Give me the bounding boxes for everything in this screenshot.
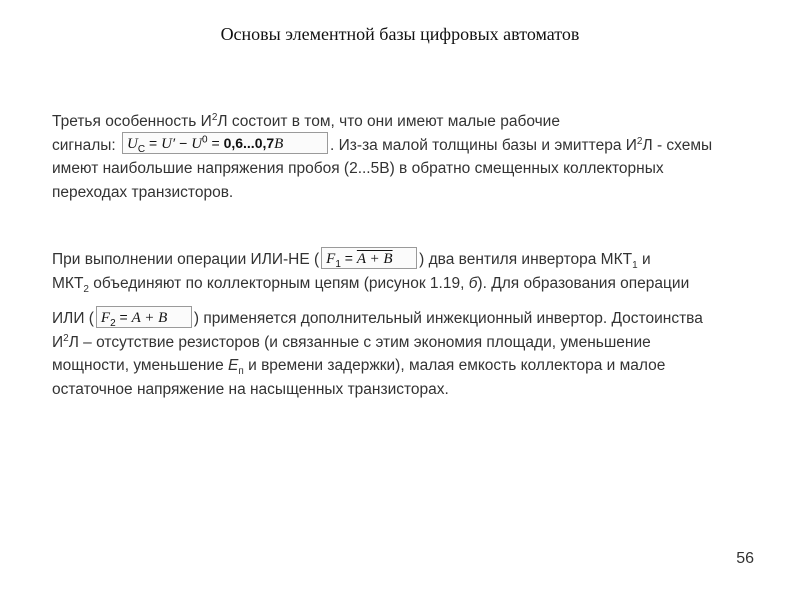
paragraph-1-line-4: переходах транзисторов. [52,183,234,201]
text-segment: . Из-за малой толщины базы и эмиттера И [330,136,637,154]
text-segment: МКТ [52,274,84,292]
text-segment: Третья особенность И [52,113,212,130]
text-segment: объединяют по коллекторным цепям (рисунок 1.19, [88,274,469,292]
superscript: 2 [636,135,643,147]
text-italic: E [228,357,239,374]
formula-symbol: F [100,309,111,326]
text-segment: Л – отсутствие резисторов (и связанные с этим экономия площади, уменьшение [68,333,651,351]
text-segment: мощности, уменьшение [52,357,229,374]
formula-expression: A + B [356,250,393,267]
text-segment: ). Для образования операции [477,274,690,292]
formula-symbol: U [127,136,138,153]
subscript: 1 [632,260,638,272]
paragraph-2-line-4 [52,331,772,355]
formula-operator: = [115,308,132,325]
paragraph-2-line-3 [52,307,772,331]
formula-operator: − [175,135,192,152]
formula-nor [321,247,417,269]
paragraph-1 [52,110,772,204]
slide-title: Основы элементной базы цифровых автоматов [220,24,580,44]
formula-expression: A + B [131,309,168,326]
superscript: 2 [63,332,69,344]
formula-value: 0,6...0,7 [223,135,275,152]
superscript: 2 [211,111,218,123]
page-number: 56 [736,550,754,567]
text-segment: сигналы: [52,136,116,154]
formula-superscript: 0 [202,134,208,146]
paragraph-1-line-1 [52,110,772,134]
subscript: 2 [83,283,89,295]
paragraph-2-line-6: остаточное напряжение на насыщенных транзисторах. [52,380,449,398]
text-segment: И [52,333,64,351]
text-segment: ) применяется дополнительный инжекционный инвертор. Достоинства [193,310,703,327]
formula-unit: B [274,136,284,153]
paragraph-2-line-2 [52,272,772,296]
paragraph-1-line-2 [52,134,772,158]
text-segment: и времени задержки), малая емкость коллектора и малое [243,357,666,374]
text-segment: ИЛИ ( [52,310,94,327]
formula-symbol: U [191,136,203,153]
formula-subscript: C [137,144,146,156]
text-segment: ) два вентиля инвертора МКТ [419,251,633,268]
text-italic: б [468,274,478,292]
text-segment: и [637,251,651,268]
paragraph-2 [52,248,772,401]
formula-symbol: U′ [161,136,176,153]
subscript: п [238,366,244,378]
paragraph-2-line-1 [52,248,772,272]
text-segment: Л - схемы [642,136,713,154]
paragraph-1-line-3: имеют наибольшие напряжения пробоя (2...5В) в обратно смещенных коллекторных [52,160,664,177]
formula-symbol: F [326,250,336,267]
formula-signal-voltage [122,132,328,154]
formula-subscript: 2 [110,317,116,329]
formula-subscript: 1 [335,258,341,270]
formula-operator: = [340,249,357,266]
text-segment: При выполнении операции ИЛИ-НЕ ( [52,251,320,268]
text-segment: Л состоит в том, что они имеют малые рабочие [217,113,560,130]
paragraph-2-line-5 [52,354,772,378]
formula-operator: = [207,135,224,152]
formula-operator: = [145,135,162,152]
formula-or [96,306,192,328]
